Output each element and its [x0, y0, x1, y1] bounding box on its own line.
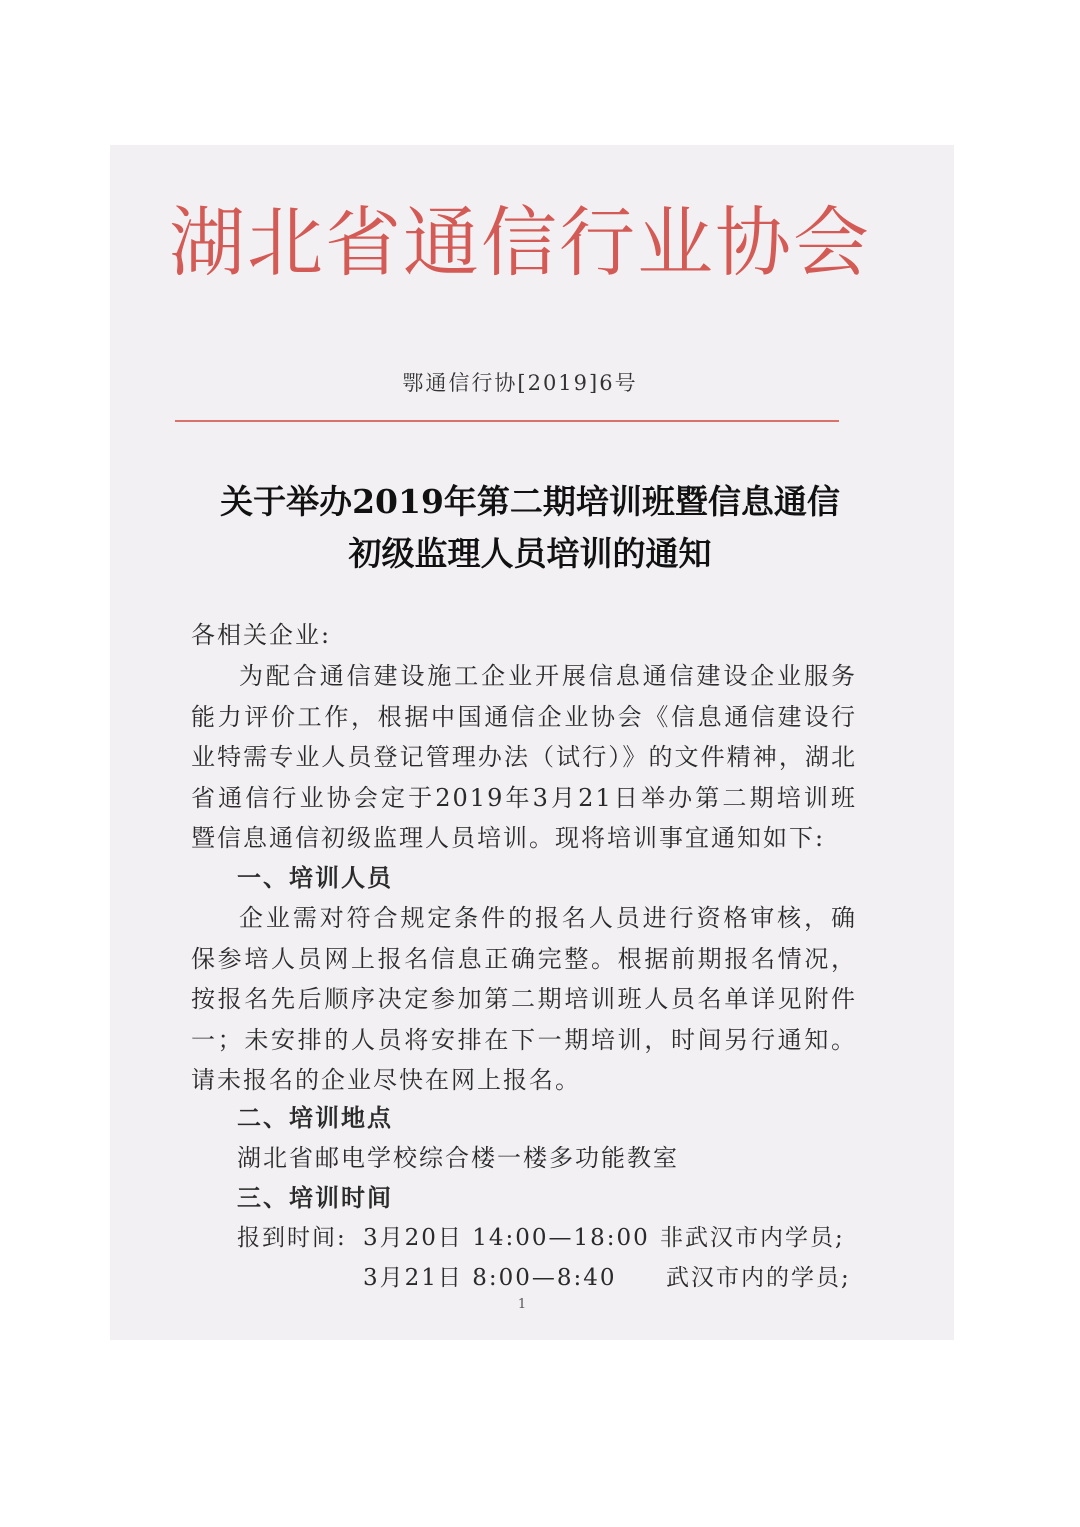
registration-label: 报到时间: [237, 1225, 347, 1251]
registration-time-1: 3月20日 14:00—18:00 [363, 1225, 650, 1251]
section1-paragraph: 企业需对符合规定条件的报名人员进行资格审核，确保参培人员网上报名信息正确完整。根据前期报名情况，按报名先后顺序决定参加第二期培训班人员名单详见附件一；未安排的人员将安排在下一期培训，时间另行通知。请未报名的企业尽快在网上报名。 [191, 904, 857, 1094]
page-number: 1 [517, 1297, 527, 1312]
section2-heading: 二、培训地点 [237, 1103, 393, 1132]
intro-paragraph: 为配合通信建设施工企业开展信息通信建设企业服务能力评价工作，根据中国通信企业协会《信息通信建设行业特需专业人员登记管理办法（试行）》的文件精神，湖北省通信行业协会定于2019年3月21日举办第二期培训班暨信息通信初级监理人员培训。现将培训事宜通知如下: [191, 662, 857, 852]
section3-heading: 三、培训时间 [237, 1183, 393, 1212]
registration-time-2: 3月21日 8:00—8:40 [363, 1265, 617, 1291]
registration-attendees-1: 非武汉市内学员; [660, 1225, 845, 1251]
registration-attendees-2: 武汉市内的学员; [666, 1265, 851, 1291]
title-line-2: 初级监理人员培训的通知 [348, 534, 712, 573]
org-name-header: 湖北省通信行业协会 [169, 198, 871, 287]
section1-heading: 一、培训人员 [237, 863, 393, 892]
section2-venue: 湖北省邮电学校综合楼一楼多功能教室 [237, 1144, 679, 1172]
document-number: 鄂通信行协[2019]6号 [402, 371, 638, 395]
red-divider-line [175, 420, 839, 422]
document-title [150, 476, 910, 580]
title-line-1: 关于举办2019年第二期培训班暨信息通信 [220, 482, 840, 521]
salutation: 各相关企业: [191, 621, 332, 649]
